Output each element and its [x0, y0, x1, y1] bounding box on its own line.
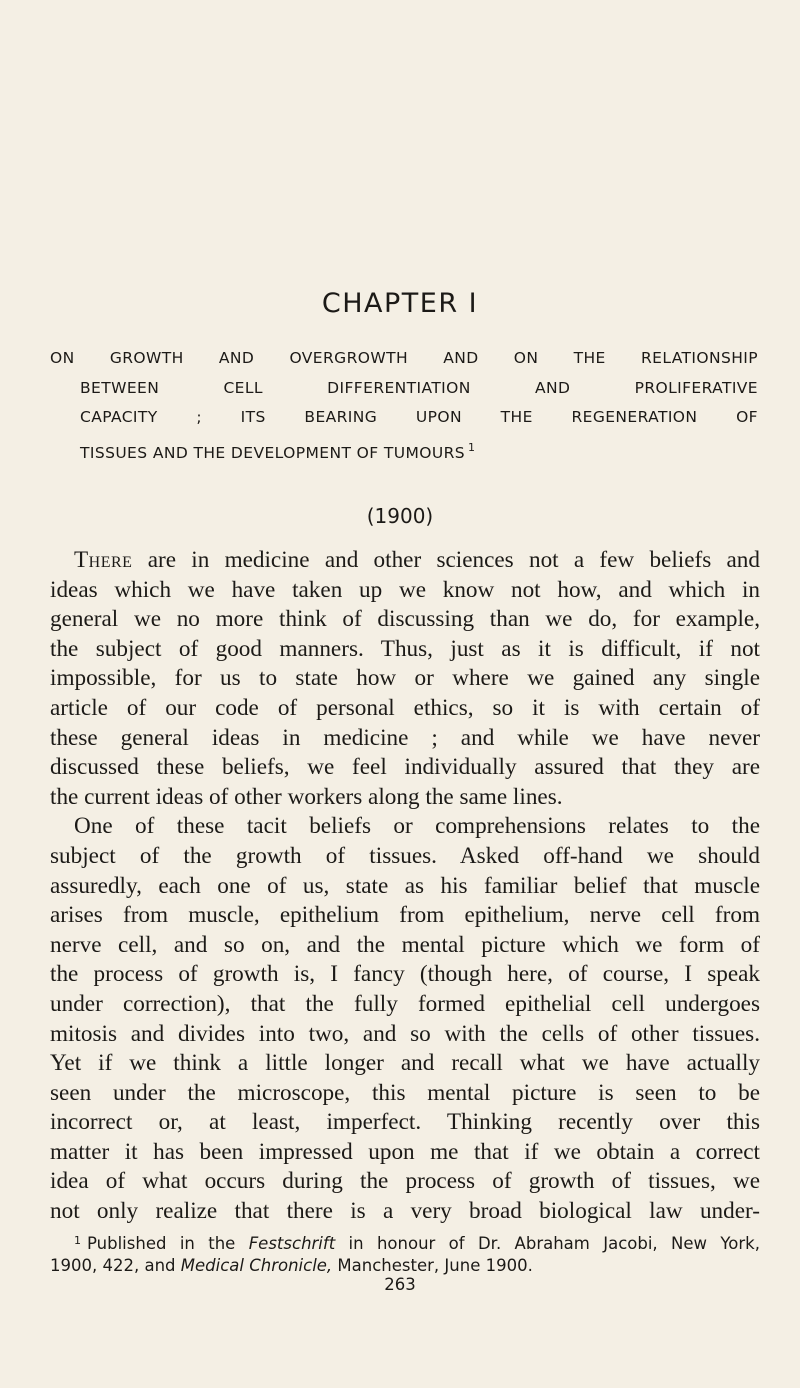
paragraph-line: idea of what occurs during the process of growth of tissues, we	[50, 1168, 760, 1195]
footnote-italic-title: Festschrift	[248, 1234, 336, 1253]
paragraph-line: these general ideas in medicine ; and while we have never	[50, 724, 760, 751]
footnote-text: Published in the	[87, 1234, 249, 1253]
paragraph-line: incorrect or, at least, imperfect. Thinking recently over this	[50, 1109, 760, 1136]
paragraph-line: nerve cell, and so on, and the mental picture which we form of	[50, 931, 760, 958]
footnote-line	[50, 1255, 760, 1277]
footnote	[50, 1230, 760, 1277]
chapter-title-line: CAPACITY ; ITS BEARING UPON THE REGENERATION OF	[80, 408, 758, 426]
footnote-text: 1900, 422, and	[50, 1256, 181, 1275]
paragraph-line: the process of growth is, I fancy (though here, of course, I speak	[50, 961, 760, 988]
footnote-text: in honour of Dr. Abraham Jacobi, New York,	[335, 1234, 760, 1253]
chapter-year: (1900)	[366, 504, 434, 528]
chapter-title-last-line	[80, 433, 758, 469]
page-number: 263	[384, 1275, 416, 1294]
footnote-mark: 1	[74, 1234, 81, 1247]
paragraph-line: subject of the growth of tissues. Asked off-hand we should	[50, 842, 760, 869]
chapter-title-line: ON GROWTH AND OVERGROWTH AND ON THE RELATIONSHIP	[50, 349, 758, 367]
paragraph-line: assuredly, each one of us, state as his familiar belief that muscle	[50, 872, 760, 899]
chapter-title	[50, 344, 758, 468]
paragraph-line: not only realize that there is a very broad biological law under-	[50, 1198, 760, 1225]
footnote-reference-mark: 1	[468, 440, 476, 454]
paragraph-line: arises from muscle, epithelium from epithelium, nerve cell from	[50, 902, 760, 929]
footnote-line	[50, 1230, 760, 1255]
drop-first-word: There	[74, 547, 133, 573]
paragraph-line-text: are in medicine and other sciences not a few beliefs and	[132, 547, 760, 573]
paragraph-line: discussed these beliefs, we feel individually assured that they are	[50, 754, 760, 781]
paragraph-line: impossible, for us to state how or where we gained any single	[50, 665, 760, 692]
paragraph-line	[50, 546, 760, 576]
paragraph-line: One of these tacit beliefs or comprehensions relates to the	[74, 813, 760, 840]
chapter-title-line: BETWEEN CELL DIFFERENTIATION AND PROLIFERATIVE	[80, 378, 758, 397]
paragraph-line: Yet if we think a little longer and recall what we have actually	[50, 1050, 760, 1077]
chapter-heading: CHAPTER I	[321, 288, 479, 319]
paragraph-line: the current ideas of other workers along the same lines.	[50, 783, 563, 810]
chapter-title-line: TISSUES AND THE DEVELOPMENT OF TUMOURS	[80, 443, 466, 462]
body-text	[50, 546, 760, 1227]
paragraph-line: ideas which we have taken up we know not how, and which in	[50, 576, 760, 603]
paragraph-line: mitosis and divides into two, and so with the cells of other tissues.	[50, 1020, 760, 1047]
footnote-italic-title: Medical Chronicle,	[180, 1256, 333, 1275]
footnote-text: Manchester, June 1900.	[332, 1256, 533, 1275]
paragraph-line: matter it has been impressed upon me that if we obtain a correct	[50, 1138, 760, 1165]
paragraph-line: general we no more think of discussing than we do, for example,	[50, 606, 760, 633]
paragraph-line: the subject of good manners. Thus, just as it is difficult, if not	[50, 635, 760, 662]
paragraph-line: under correction), that the fully formed epithelial cell undergoes	[50, 990, 760, 1017]
paragraph-line: article of our code of personal ethics, so it is with certain of	[50, 694, 760, 721]
paragraph-line: seen under the microscope, this mental picture is seen to be	[50, 1079, 760, 1106]
